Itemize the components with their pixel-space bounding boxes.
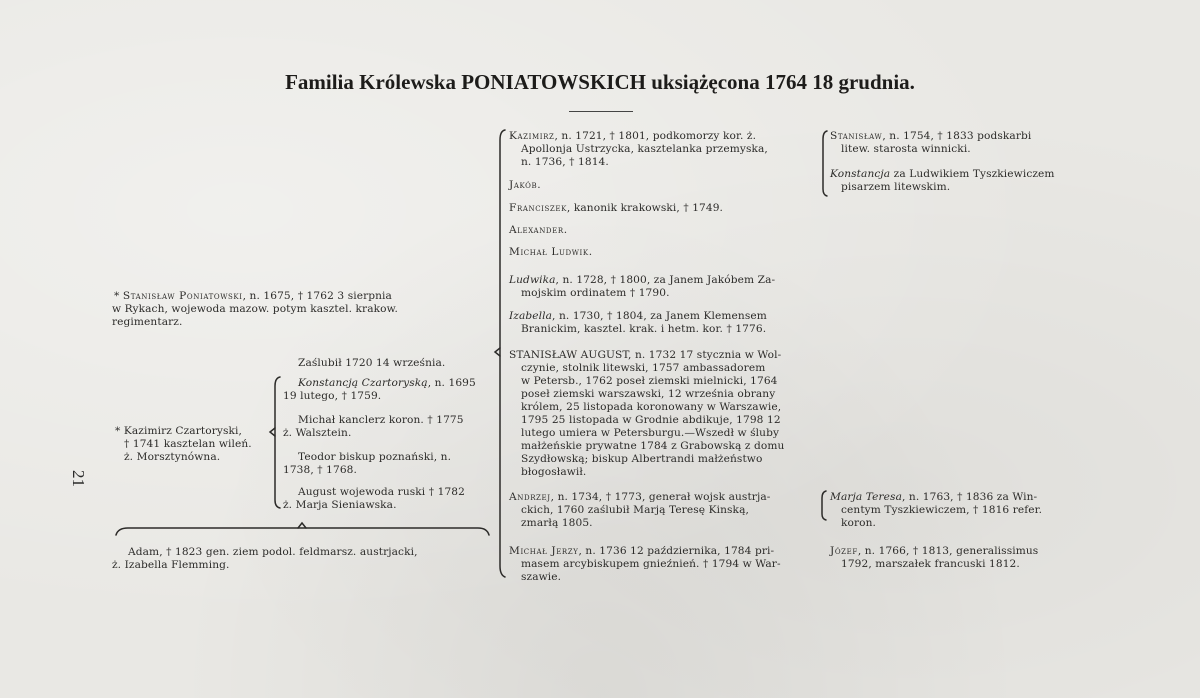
jozef-line1: Józef, n. 1766, † 1813, generalissimus bbox=[830, 545, 1039, 557]
marja-teresa-name: Marja Teresa bbox=[830, 491, 902, 503]
ludwika-line2: mojskim ordinatem † 1790. bbox=[521, 287, 670, 299]
marriage-line: Zaślubił 1720 14 września. bbox=[298, 357, 446, 369]
adam-line2: ż. Izabella Flemming. bbox=[112, 559, 230, 571]
konstancja-line1: Konstancją Czartoryską, n. 1695 bbox=[298, 377, 476, 389]
michal-kanclerz-line1: Michał kanclerz koron. † 1775 bbox=[298, 414, 464, 426]
michal-jerzy-line1: Michał Jerzy, n. 1736 12 października, 1784 pri- bbox=[509, 545, 775, 557]
kazimirz-line1: Kazimirz, n. 1721, † 1801, podkomorzy kor. ż. bbox=[509, 130, 757, 142]
izabella-name: Izabella bbox=[509, 310, 553, 322]
czartoryski-line1: * Kazimirz Czartoryski, bbox=[115, 425, 242, 437]
page-number: 21 bbox=[69, 470, 88, 487]
czartoryski-line2: † 1741 kasztelan wileń. bbox=[124, 438, 252, 450]
michal-jerzy-name: Michał Jerzy bbox=[509, 545, 579, 557]
stanislaw-podskarbi-line2: litew. starosta winnicki. bbox=[841, 143, 971, 155]
franciszek: Franciszek, kanonik krakowski, † 1749. bbox=[509, 202, 724, 214]
stanislaw-august-line2: czynie, stolnik litewski, 1757 ambassadorem bbox=[521, 362, 766, 374]
stanislaw-august-line8: małżeńskie prywatne 1784 z Grabowską z domu bbox=[521, 440, 785, 452]
adam-bracket bbox=[116, 528, 489, 535]
stanislaw-poniatowski-line2: w Rykach, wojewoda mazow. potym kasztel. krakow. bbox=[112, 303, 399, 315]
gen2-brace bbox=[500, 130, 505, 577]
stanislaw-august-line4: poseł ziemski warszawski, 12 września obrany bbox=[521, 388, 776, 400]
czartoryski-line3: ż. Morsztynówna. bbox=[124, 451, 221, 463]
kazimirz-line2: Apollonja Ustrzycka, kasztelanka przemyska, bbox=[521, 143, 768, 155]
konstancja-line2: 19 lutego, † 1759. bbox=[283, 390, 382, 402]
stanislaw-poniatowski-name: Stanisław Poniatowski bbox=[122, 290, 243, 302]
alexander: Alexander. bbox=[509, 224, 568, 236]
jozef-name: Józef bbox=[830, 545, 858, 557]
marja-teresa-line1: Marja Teresa, n. 1763, † 1836 za Win- bbox=[830, 491, 1038, 503]
teodor-line2: 1738, † 1768. bbox=[283, 464, 357, 476]
august-line2: ż. Marja Sieniawska. bbox=[283, 499, 397, 511]
marja-teresa-line2: centym Tyszkiewiczem, † 1816 refer. bbox=[841, 504, 1043, 516]
michal-ludwik: Michał Ludwik. bbox=[509, 246, 593, 258]
stanislaw-poniatowski-line1: * Stanisław Poniatowski, n. 1675, † 1762 3 sierpnia bbox=[114, 290, 392, 302]
stanislaw-podskarbi-line1: Stanisław, n. 1754, † 1833 podskarbi bbox=[830, 130, 1032, 142]
kazimirz-children-brace bbox=[823, 131, 827, 196]
stanislaw-august-line9: Szydłowską; biskup Albertrandi małżeństwo bbox=[521, 453, 763, 465]
jozef-line2: 1792, marszałek francuski 1812. bbox=[841, 558, 1020, 570]
august-line1: August wojewoda ruski † 1782 bbox=[298, 486, 465, 498]
ludwika-name: Ludwika bbox=[509, 274, 556, 286]
kazimirz-name: Kazimirz bbox=[509, 130, 555, 142]
marja-teresa-line3: koron. bbox=[841, 517, 877, 529]
franciszek-name: Franciszek bbox=[509, 202, 567, 214]
konstancja-tyszkiewicz-name: Konstancja bbox=[830, 168, 891, 180]
stanislaw-august-line7: lutego umiera w Petersburgu.—Wszedł w śluby bbox=[521, 427, 780, 439]
michal-jerzy-line2: masem arcybiskupem gnieźnień. † 1794 w War- bbox=[521, 558, 781, 570]
stanislaw-poniatowski-line3: regimentarz. bbox=[112, 316, 183, 328]
stanislaw-podskarbi-name: Stanisław bbox=[830, 130, 883, 142]
andrzej-line3: zmarłą 1805. bbox=[521, 517, 593, 529]
michal-jerzy-line3: szawie. bbox=[521, 571, 562, 583]
konstancja-tyszkiewicz-line2: pisarzem litewskim. bbox=[841, 181, 951, 193]
andrzej-children-brace bbox=[822, 491, 826, 520]
michal-kanclerz-line2: ż. Walsztein. bbox=[283, 427, 352, 439]
adam-line1: Adam, † 1823 gen. ziem podol. feldmarsz. austrjacki, bbox=[128, 546, 418, 558]
konstancja-name: Konstancją Czartoryską bbox=[298, 377, 428, 389]
andrzej-name: Andrzej bbox=[509, 491, 551, 503]
andrzej-line1: Andrzej, n. 1734, † 1773, generał wojsk austrja- bbox=[509, 491, 771, 503]
izabella-line1: Izabella, n. 1730, † 1804, za Janem Klemensem bbox=[509, 310, 767, 322]
izabella-line2: Branickim, kasztel. krak. i hetm. kor. † 1776. bbox=[521, 323, 767, 335]
stanislaw-august-line3: w Petersb., 1762 poseł ziemski mielnicki, 1764 bbox=[521, 375, 778, 387]
stanislaw-august-name: STANISŁAW AUGUST bbox=[509, 349, 629, 361]
stanislaw-august-line10: błogosławił. bbox=[521, 466, 587, 478]
konstancja-tyszkiewicz-line1: Konstancja za Ludwikiem Tyszkiewiczem bbox=[830, 168, 1055, 180]
teodor-line1: Teodor biskup poznański, n. bbox=[298, 451, 452, 463]
ludwika-line1: Ludwika, n. 1728, † 1800, za Janem Jakóbem Za- bbox=[509, 274, 776, 286]
andrzej-line2: ckich, 1760 zaślubił Marją Teresę Kinską, bbox=[521, 504, 749, 516]
stanislaw-august-line1: STANISŁAW AUGUST, n. 1732 17 stycznia w Wol- bbox=[509, 349, 782, 361]
kazimirz-line3: n. 1736, † 1814. bbox=[521, 156, 609, 168]
siblings-brace bbox=[275, 377, 280, 508]
page-title: Familia Królewska PONIATOWSKICH uksiążęcona 1764 18 grudnia. bbox=[285, 70, 915, 94]
jakob: Jakób. bbox=[509, 179, 542, 191]
stanislaw-august-line6: 1795 25 listopada w Grodnie abdikuje, 1798 12 bbox=[521, 414, 781, 426]
stanislaw-august-line5: królem, 25 listopada koronowany w Warszawie, bbox=[521, 401, 782, 413]
